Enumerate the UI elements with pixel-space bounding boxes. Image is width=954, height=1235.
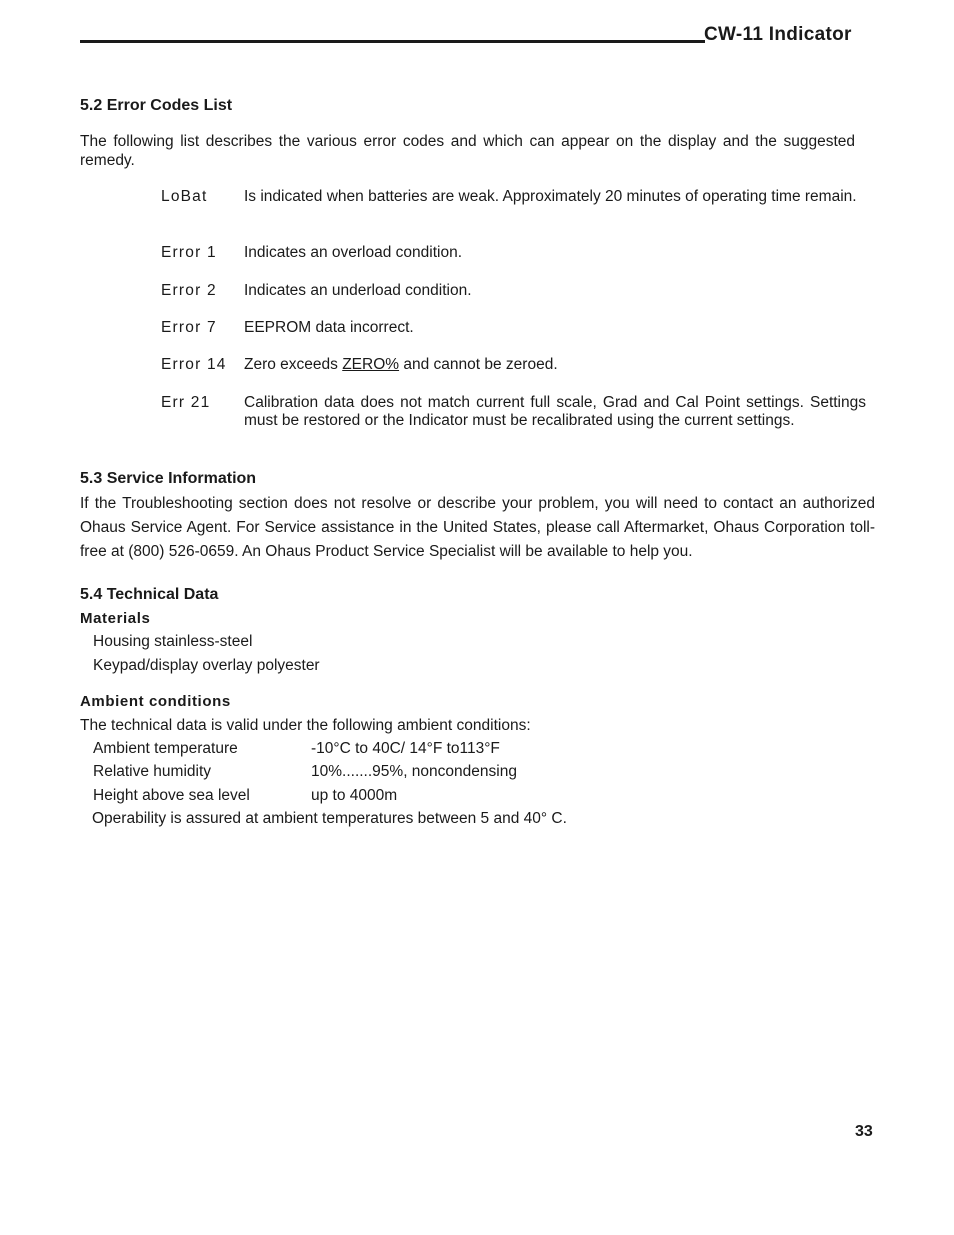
ambient-label: Height above sea level bbox=[93, 787, 250, 804]
error-code: Error 1 bbox=[161, 244, 217, 261]
error-code: Err 21 bbox=[161, 394, 211, 411]
ambient-value: up to 4000m bbox=[311, 787, 398, 804]
page-number: 33 bbox=[855, 1123, 873, 1140]
error-code: Error 2 bbox=[161, 282, 217, 299]
description-text: and cannot be zeroed. bbox=[399, 356, 558, 373]
error-codes-intro: The following list describes the various error codes and which can appear on the display and the suggested remedy. bbox=[80, 133, 855, 169]
description-text: Zero exceeds bbox=[244, 356, 343, 373]
ambient-value: -10°C to 40C/ 14°F to113°F bbox=[311, 740, 500, 757]
operability-note: Operability is assured at ambient temperatures between 5 and 40° C. bbox=[92, 810, 567, 827]
materials-item: Housing stainless-steel bbox=[93, 633, 253, 650]
error-code-description: Indicates an underload condition. bbox=[244, 282, 472, 299]
error-code: Error 14 bbox=[161, 356, 227, 373]
section-heading-error-codes: 5.2 Error Codes List bbox=[80, 97, 233, 114]
materials-heading: Materials bbox=[80, 610, 151, 627]
error-code-description: Calibration data does not match current full scale, Grad and Cal Point settings. Settings must be restored or the Indicator must be recalibrated using the current settings. bbox=[244, 394, 866, 429]
ambient-label: Ambient temperature bbox=[93, 740, 238, 757]
error-code: Error 7 bbox=[161, 319, 217, 336]
header-title: CW-11 Indicator bbox=[704, 24, 852, 45]
error-code-description: Is indicated when batteries are weak. Approximately 20 minutes of operating time remain. bbox=[244, 188, 857, 205]
header-rule bbox=[80, 40, 705, 43]
section-heading-technical-data: 5.4 Technical Data bbox=[80, 586, 219, 603]
error-code-description: EEPROM data incorrect. bbox=[244, 319, 414, 336]
service-info-body: If the Troubleshooting section does not resolve or describe your problem, you will need to contact an authorized Ohaus Service Agent. For Service assistance in the United States, please call Aftermarket, Ohaus Corporation toll-free at (800) 526-0659. An Ohaus Product Service Specialist will be available to help you. bbox=[80, 495, 875, 560]
ambient-conditions-heading: Ambient conditions bbox=[80, 693, 231, 710]
ambient-value: 10%.......95%, noncondensing bbox=[311, 763, 517, 780]
section-heading-service-info: 5.3 Service Information bbox=[80, 470, 257, 487]
ambient-label: Relative humidity bbox=[93, 763, 212, 780]
materials-item: Keypad/display overlay polyester bbox=[93, 657, 320, 674]
error-code-description bbox=[244, 356, 866, 374]
ambient-intro: The technical data is valid under the following ambient conditions: bbox=[80, 717, 531, 734]
error-code: LoBat bbox=[161, 188, 208, 205]
error-code-description: Indicates an overload condition. bbox=[244, 244, 463, 261]
zero-percent-term: ZERO% bbox=[342, 356, 400, 373]
